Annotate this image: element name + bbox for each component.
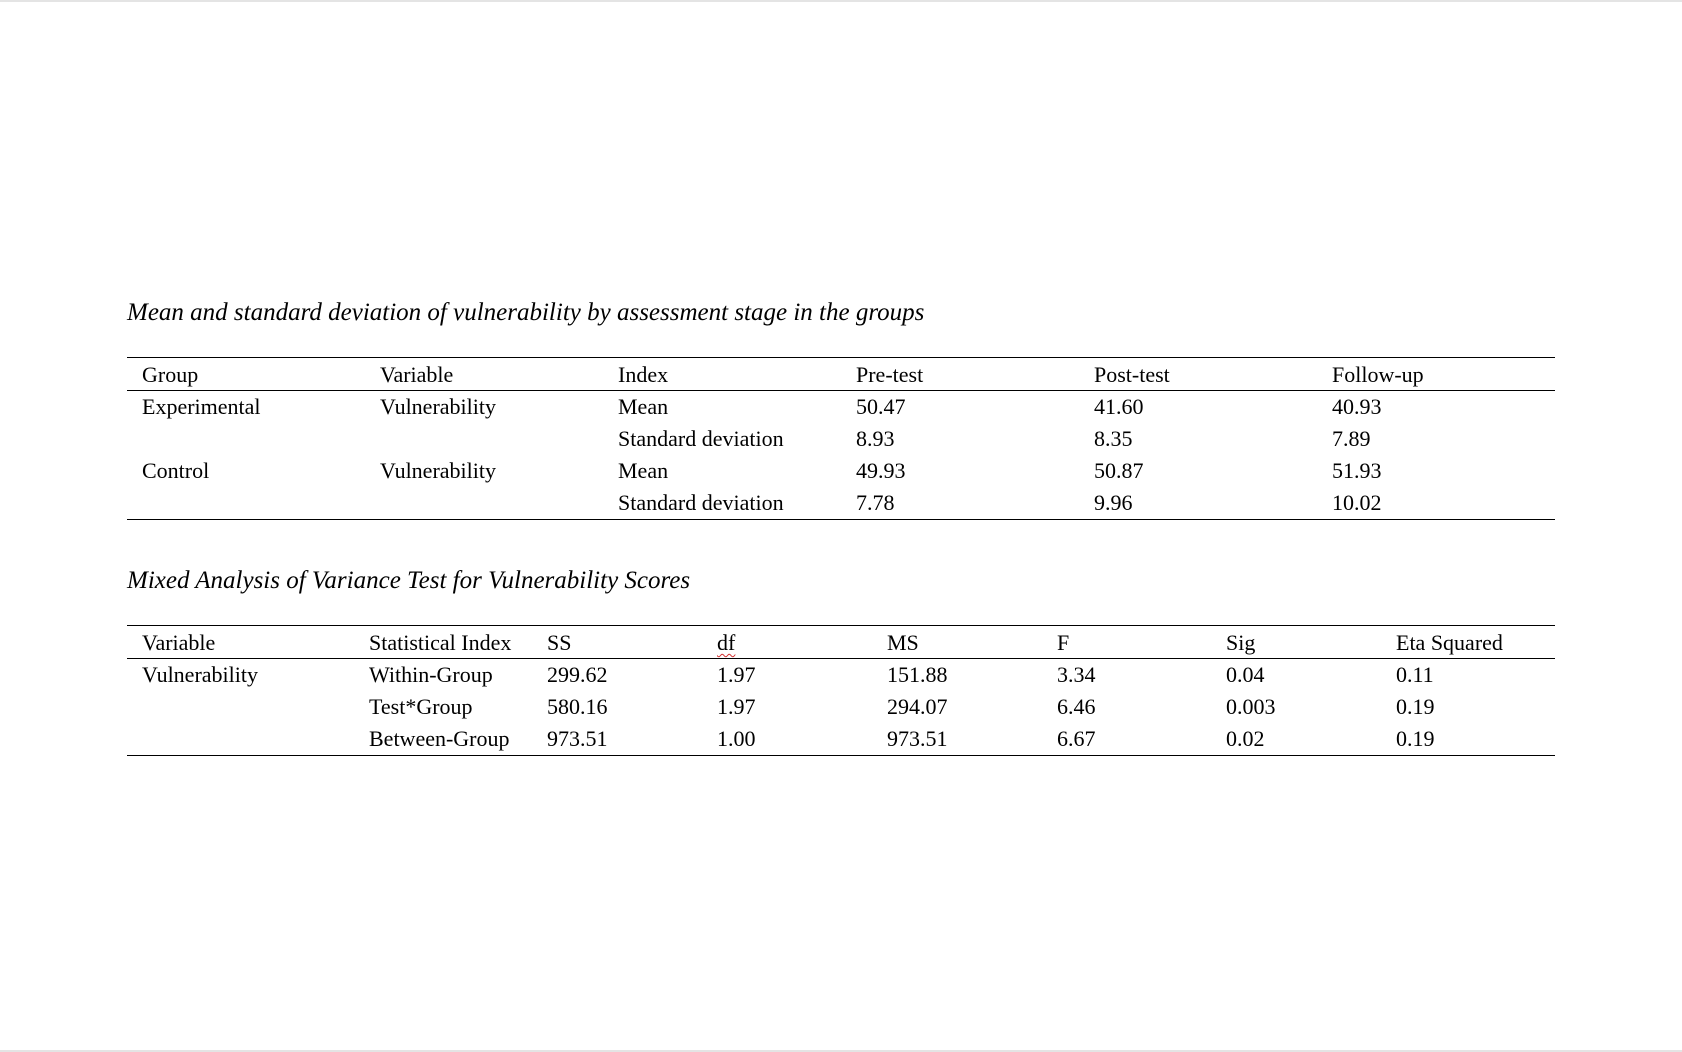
descriptive-stats-table — [127, 357, 1555, 520]
table-cell: 7.78 — [856, 490, 895, 515]
table-cell: 10.02 — [1332, 490, 1382, 515]
column-header: Variable — [142, 630, 216, 655]
table-cell: 6.46 — [1057, 694, 1096, 719]
column-header: Sig — [1226, 630, 1256, 655]
table-cell — [365, 423, 603, 455]
table-cell: 299.62 — [547, 662, 608, 687]
table-cell: Test*Group — [369, 694, 473, 719]
table-cell: 1.00 — [717, 726, 756, 751]
table-cell — [365, 487, 603, 520]
table-cell: 51.93 — [1332, 458, 1382, 483]
column-header: Index — [618, 362, 669, 387]
table-row — [127, 723, 1555, 756]
table-cell: Between-Group — [369, 726, 510, 751]
table-cell: Standard deviation — [618, 426, 784, 451]
table-cell: 50.47 — [856, 394, 906, 419]
table-cell: Standard deviation — [618, 490, 784, 515]
table-header-row — [127, 626, 1555, 659]
table-cell: Mean — [618, 394, 669, 419]
table-cell: 973.51 — [547, 726, 608, 751]
table1-caption: Mean and standard deviation of vulnerability by assessment stage in the groups — [127, 299, 925, 326]
table-cell: 0.04 — [1226, 662, 1265, 687]
column-header: F — [1057, 630, 1070, 655]
table-cell: 1.97 — [717, 662, 756, 687]
column-header: MS — [887, 630, 919, 655]
column-header: Statistical Index — [369, 630, 512, 655]
table-cell: 1.97 — [717, 694, 756, 719]
table-cell — [127, 423, 365, 455]
column-header: Follow-up — [1332, 362, 1424, 387]
table-row — [127, 691, 1555, 723]
table-cell: 8.35 — [1094, 426, 1133, 451]
table-row — [127, 423, 1555, 455]
table-cell: Control — [142, 458, 210, 483]
table-cell: 0.02 — [1226, 726, 1265, 751]
column-header: Variable — [380, 362, 454, 387]
table-cell: 8.93 — [856, 426, 895, 451]
column-header: Post-test — [1094, 362, 1170, 387]
mixed-anova-table — [127, 625, 1555, 756]
table-cell: 7.89 — [1332, 426, 1371, 451]
table-cell: 973.51 — [887, 726, 948, 751]
table-cell: 0.003 — [1226, 694, 1276, 719]
table-cell: 151.88 — [887, 662, 948, 687]
table2-caption: Mixed Analysis of Variance Test for Vulnerability Scores — [127, 567, 691, 594]
table-cell: 41.60 — [1094, 394, 1144, 419]
table-cell: 580.16 — [547, 694, 608, 719]
table-cell — [127, 723, 354, 756]
table-cell: 3.34 — [1057, 662, 1096, 687]
table-row — [127, 455, 1555, 487]
table-cell — [127, 691, 354, 723]
table-cell: 0.11 — [1396, 662, 1434, 687]
table-cell: Experimental — [142, 394, 261, 419]
table-cell: Mean — [618, 458, 669, 483]
table-row — [127, 487, 1555, 520]
table-cell: 9.96 — [1094, 490, 1133, 515]
table-cell: 0.19 — [1396, 726, 1435, 751]
column-header — [702, 626, 872, 659]
table-cell: Vulnerability — [380, 394, 496, 419]
table-cell: Within-Group — [369, 662, 493, 687]
table-cell: 40.93 — [1332, 394, 1382, 419]
table-cell: 6.67 — [1057, 726, 1096, 751]
table-cell: Vulnerability — [142, 662, 258, 687]
column-header: SS — [547, 630, 572, 655]
table-cell: 50.87 — [1094, 458, 1144, 483]
table-cell: Vulnerability — [380, 458, 496, 483]
page-top-edge — [0, 0, 1682, 2]
table-cell: 294.07 — [887, 694, 948, 719]
table-cell: 49.93 — [856, 458, 906, 483]
table-cell — [127, 487, 365, 520]
table-row — [127, 659, 1555, 692]
column-header: Group — [142, 362, 199, 387]
column-header: Pre-test — [856, 362, 924, 387]
table-cell: 0.19 — [1396, 694, 1435, 719]
spellcheck-flagged-text: df — [717, 630, 736, 655]
table-row — [127, 391, 1555, 424]
table-header-row — [127, 358, 1555, 391]
column-header: Eta Squared — [1396, 630, 1503, 655]
